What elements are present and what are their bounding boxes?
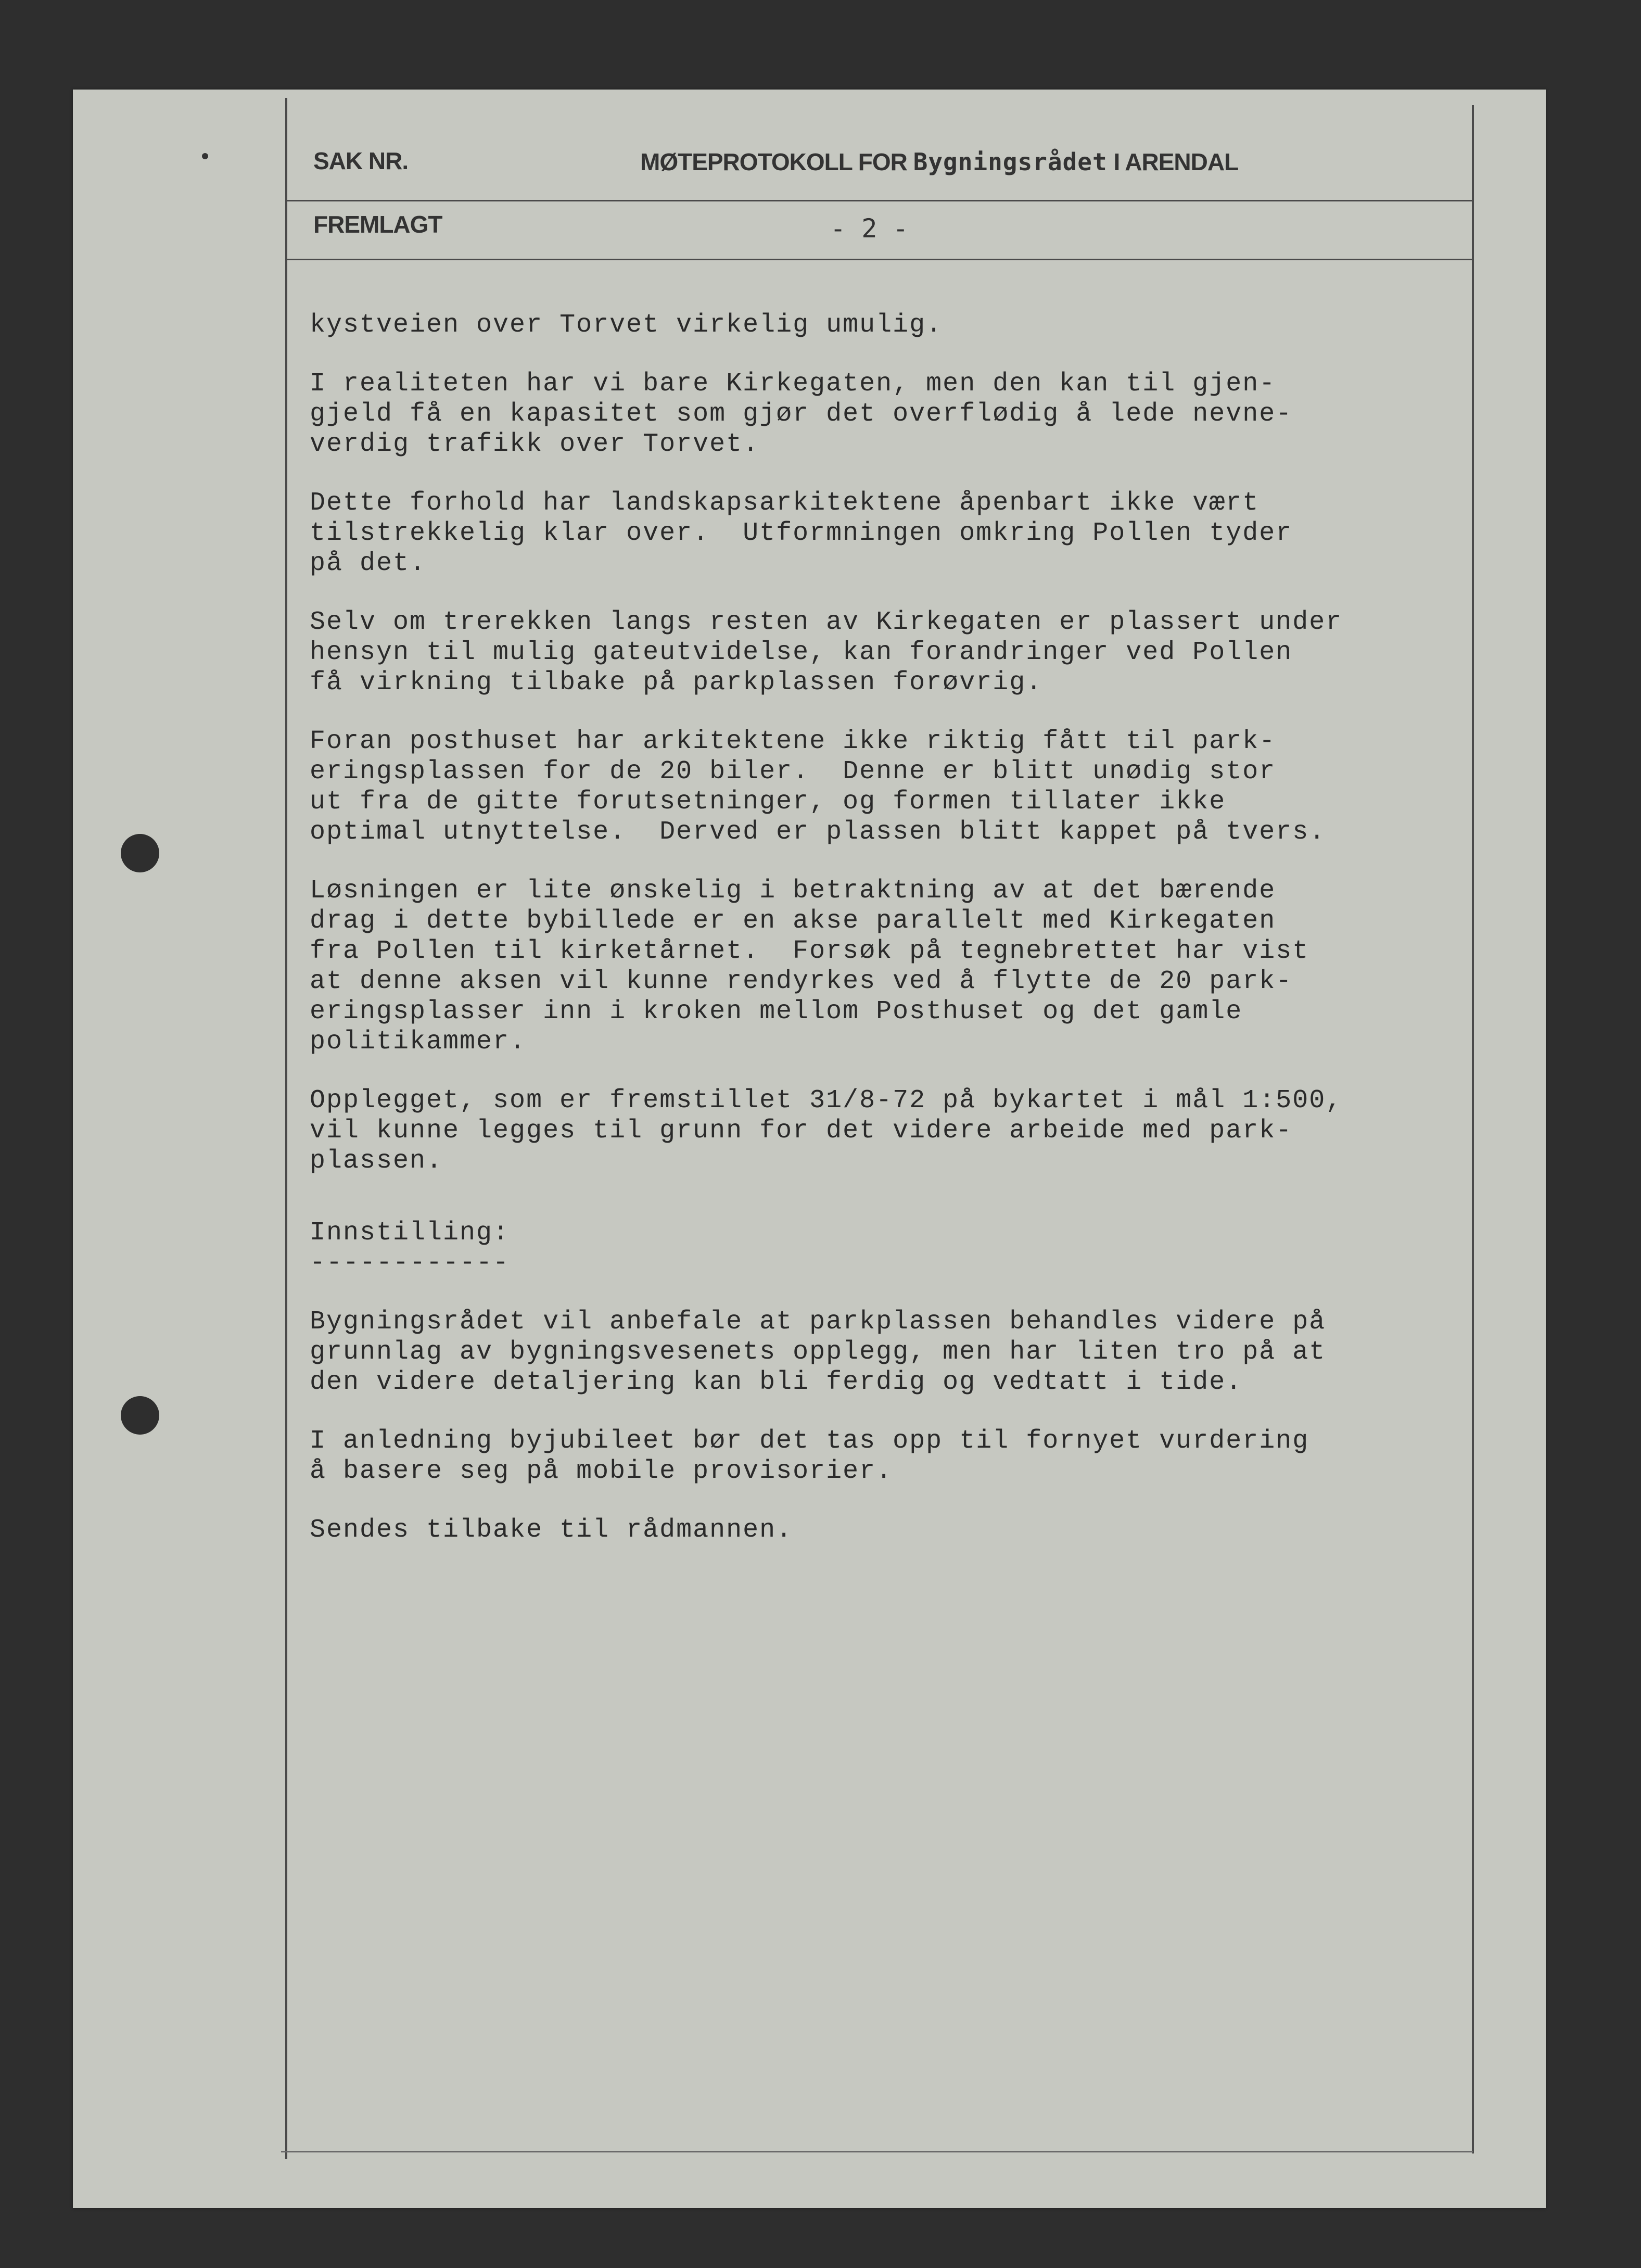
paragraph: Opplegget, som er fremstillet 31/8-72 på bykartet i mål 1:500, vil kunne legges til grunn for det videre arbeide med park- plassen. [310, 1086, 1343, 1176]
protokoll-title [640, 148, 1238, 176]
organ-name: Bygningsrådet [913, 148, 1108, 176]
paragraph: kystveien over Torvet virkelig umulig. [310, 310, 943, 340]
letter-body [310, 310, 1486, 1574]
footer-rule [281, 2151, 1473, 2152]
paragraph: Selv om trerekken langs resten av Kirkegaten er plassert under hensyn til mulig gateutvidelse, kan forandringer ved Pollen få virkning tilbake på parkplassen forøvrig. [310, 607, 1343, 698]
header-divider-top [287, 200, 1472, 201]
paragraph: Foran posthuset har arkitektene ikke riktig fått til park- eringsplassen for de 20 biler. Denne er blitt unødig stor ut fra de gitte forutsetninger, og formen tillater ikke optimal utnyttelse. Derved er plassen blitt kappet på tvers. [310, 727, 1326, 847]
paragraph: I realiteten har vi bare Kirkegaten, men den kan til gjen- gjeld få en kapasitet som gjør det overflødig å lede nevne- verdig trafikk over Torvet. [310, 369, 1293, 459]
innstilling-heading: Innstilling: [310, 1218, 510, 1248]
paragraph: I anledning byjubileet bør det tas opp til fornyet vurdering å basere seg på mobile provisorier. [310, 1426, 1309, 1486]
paragraph: Bygningsrådet vil anbefale at parkplassen behandles videre på grunnlag av bygningsvesenets opplegg, men har liten tro på at den videre detaljering kan bli ferdig og vedtatt i tide. [310, 1307, 1326, 1397]
header-divider-bottom [287, 259, 1472, 260]
city-label: I ARENDAL [1113, 148, 1239, 175]
paragraph: Dette forhold har landskapsarkitektene åpenbart ikke vært tilstrekkelig klar over. Utformningen omkring Pollen tyder på det. [310, 488, 1293, 578]
punch-hole-icon [121, 834, 159, 872]
left-margin-rule [285, 98, 287, 2159]
punch-hole-icon [121, 1396, 159, 1435]
page-number: - 2 - [830, 213, 909, 244]
document-page [73, 90, 1546, 2208]
fremlagt-label: FREMLAGT [313, 211, 442, 238]
protokoll-label: MØTEPROTOKOLL FOR [640, 148, 907, 175]
paragraph: Løsningen er lite ønskelig i betraktning av at det bærende drag i dette bybillede er en akse parallelt med Kirkegaten fra Pollen til kirketårnet. Forsøk på tegnebrettet har vist at denne aksen vil kunne rendyrkes ved å flytte de 20 park- eringsplasser inn i kroken mellom Posthuset og det gamle politikammer. [310, 876, 1309, 1057]
paragraph: Sendes tilbake til rådmannen. [310, 1515, 793, 1545]
innstilling-underline: ------------ [310, 1248, 510, 1278]
ink-mark [202, 153, 208, 159]
sak-nr-label: SAK NR. [313, 147, 409, 174]
